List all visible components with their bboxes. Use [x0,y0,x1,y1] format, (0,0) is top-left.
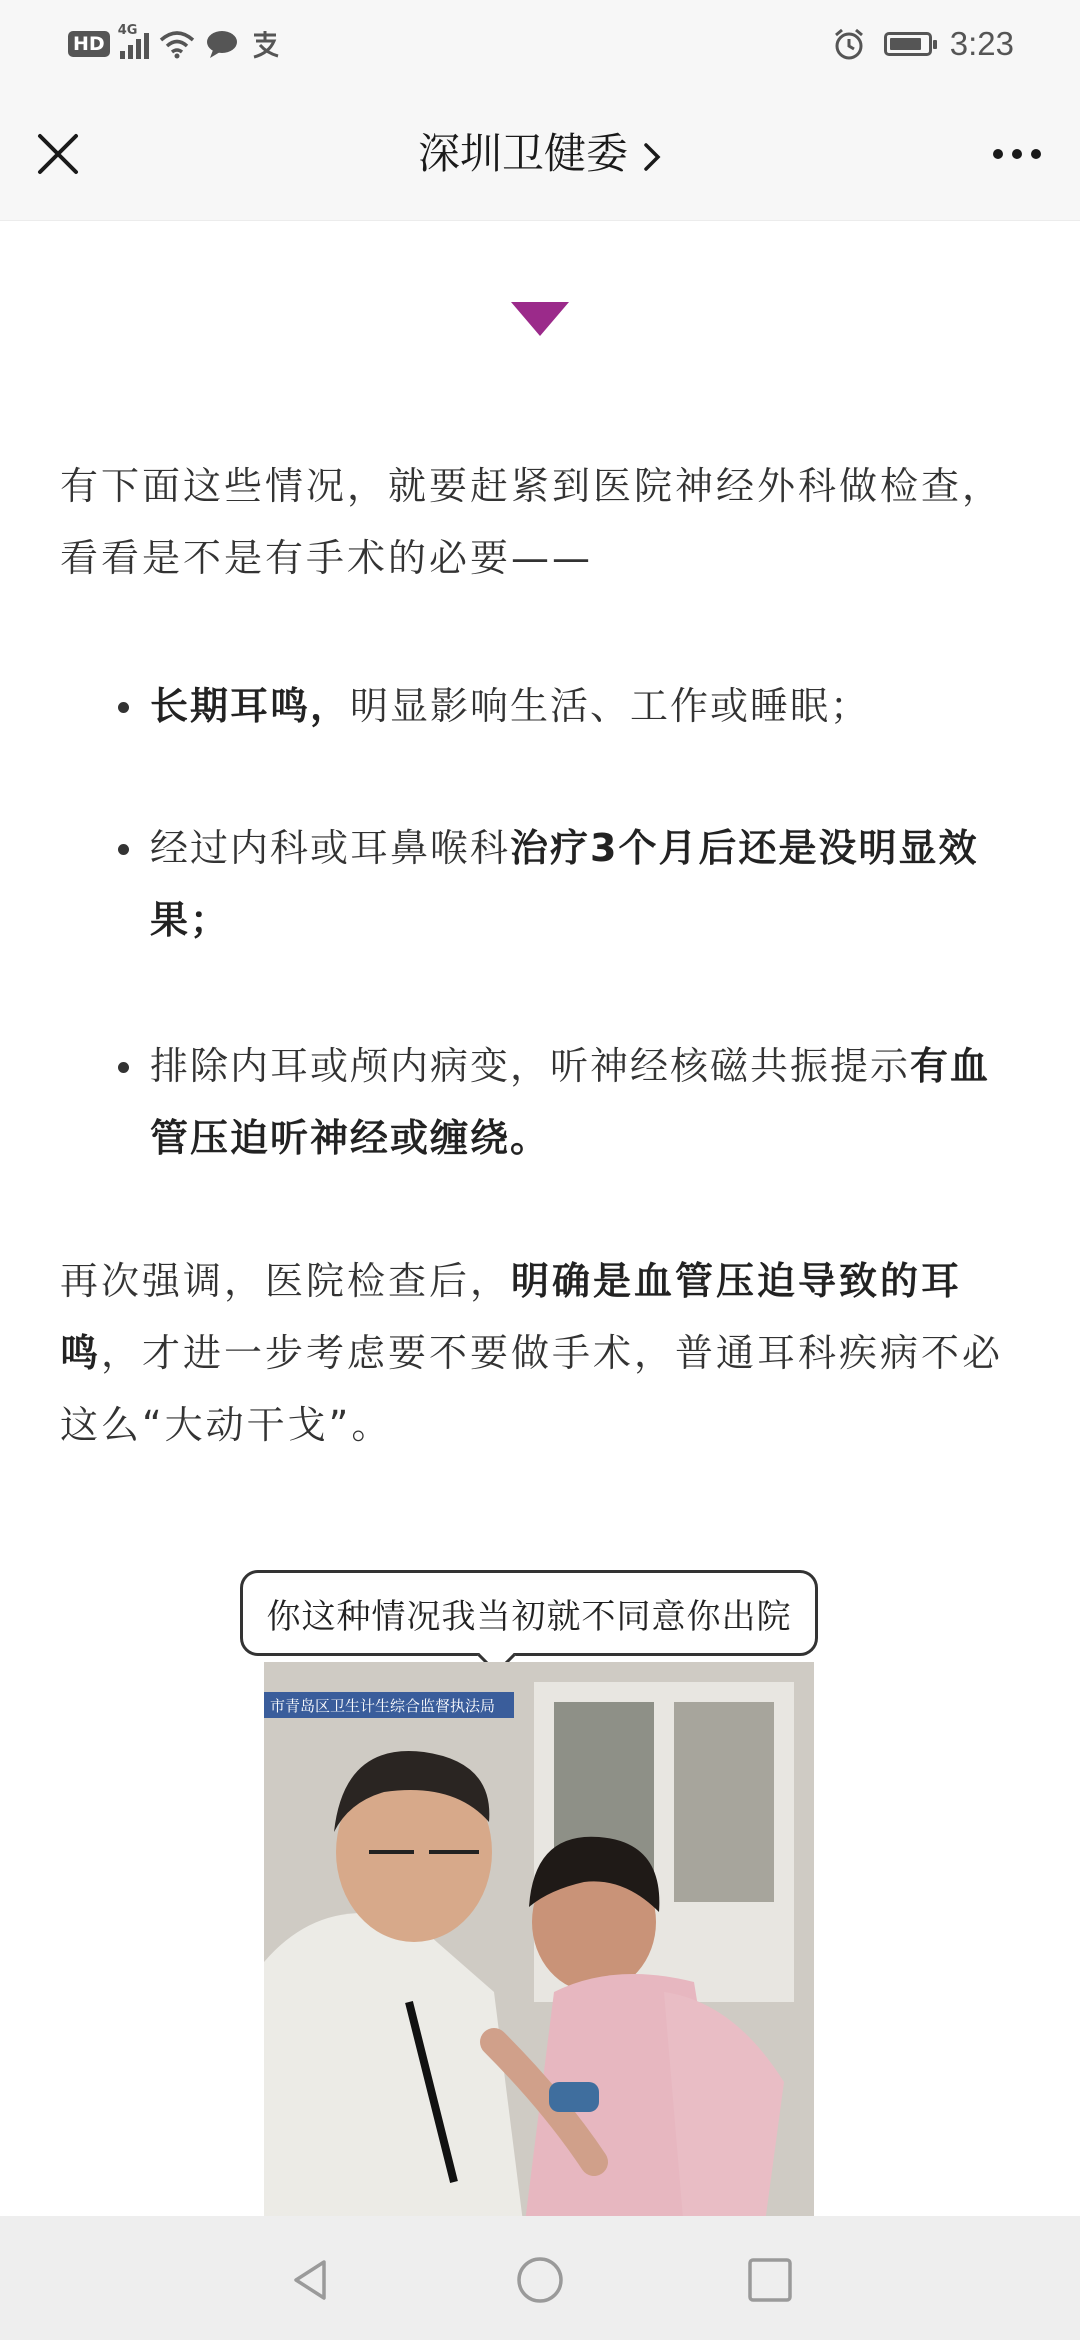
article-image[interactable] [240,1570,820,2230]
list-item [150,1030,1022,1174]
list-item [150,812,1022,956]
section-divider-triangle [511,302,569,336]
alarm-clock-icon [832,27,866,61]
chat-bubble-icon [205,29,239,59]
closing-bold: 明确是血管压迫导致的耳鸣 [60,1259,963,1375]
battery-fill [890,38,921,50]
bullet-3-bold: 有血管压迫听神经或缠绕。 [150,1044,991,1160]
speech-bubble-text: 你这种情况我当初就不同意你出院 [266,1596,792,1637]
more-horizontal-icon[interactable] [984,126,1050,182]
bullet-2-bold: 治疗3个月后还是没明显效果； [150,826,979,942]
photo-sign-text: 市青岛区卫生计生综合监督执法局 [270,1697,496,1715]
clock-time: 3:23 [949,25,1014,62]
bullet-3-text: 排除内耳或颅内病变，听神经核磁共振提示 [150,1044,911,1088]
bullet-2-text: 经过内科或耳鼻喉科 [150,826,511,870]
status-right [832,22,1014,66]
nav-bar [0,90,1080,221]
page-title: 深圳卫健委 [417,129,628,178]
recents-square-icon[interactable] [746,2256,794,2304]
closing-text-2: ，才进一步考虑要不要做手术，普通耳科疾病不必这么“大动干戈”。 [60,1331,1004,1447]
back-triangle-icon[interactable] [286,2256,334,2304]
alipay-icon [249,29,281,59]
network-label: 4G [117,23,138,38]
doctor-child-photo [264,1662,814,2230]
chevron-right-icon [642,141,662,173]
wifi-icon [159,29,195,59]
home-circle-icon[interactable] [516,2256,564,2304]
account-title-link[interactable] [0,126,1080,182]
signal-icon [117,23,149,59]
closing-paragraph [60,1245,1020,1461]
status-bar [0,0,1080,90]
battery-icon [884,32,932,56]
list-item [150,670,1022,742]
intro-paragraph: 有下面这些情况，就要赶紧到医院神经外科做检查，看看是不是有手术的必要—— [60,464,1004,580]
hd-badge: HD [68,31,110,57]
system-navigation-bar [0,2216,1080,2340]
status-left [68,22,281,66]
closing-text-1: 再次强调，医院检查后， [60,1259,512,1303]
bullet-1-bold: 长期耳鸣， [150,684,351,728]
photo-illustration [264,1662,814,2230]
bullet-1-text: 明显影响生活、工作或睡眠； [350,684,871,728]
speech-bubble [240,1570,818,1656]
